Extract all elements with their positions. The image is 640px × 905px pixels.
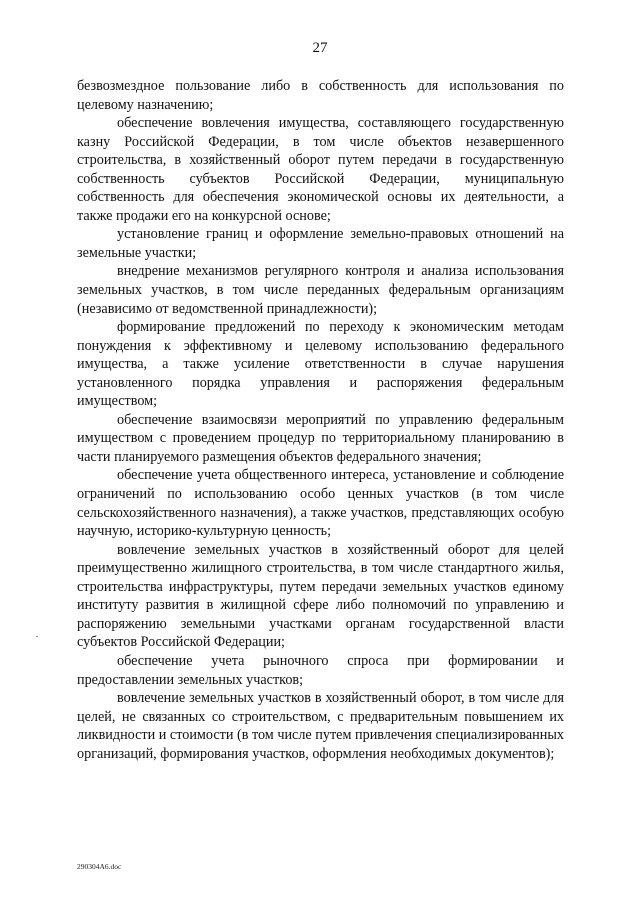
paragraph-housing-construction: вовлечение земельных участков в хозяйственный оборот для целей преимущественно жилищного строительства, в том числе стандартного жилья, строительства инфраструктуры, путем передачи земельных участков единому институту развития в жилищной сфере либо полномочий по управлению и распоряжению земельными участками органам государственной власти субъектов Российской Федерации; <box>77 541 564 651</box>
paragraph-non-construction-use: вовлечение земельных участков в хозяйственный оборот, в том числе для целей, не связанных со строительством, с предварительным повышением их ликвидности и стоимости (в том числе путем привлечения специализированных организаций, формирования участков, оформления необходимых документов); <box>77 690 564 762</box>
margin-mark <box>36 636 38 637</box>
paragraph-market-demand: обеспечение учета рыночного спроса при формировании и предоставлении земельных участков; <box>77 652 564 688</box>
paragraph-land-use-control: внедрение механизмов регулярного контроля и анализа использования земельных участков, в том числе переданных федеральным организациям (независимо от ведомственной принадлежности); <box>77 263 564 317</box>
paragraph-territorial-planning: обеспечение взаимосвязи мероприятий по управлению федеральным имуществом с проведением процедур по территориальному планированию в части планируемого размещения объектов федерального значения; <box>77 411 564 465</box>
paragraph-continuation: безвозмездное пользование либо в собственность для использования по целевому назначению; <box>77 78 564 113</box>
paragraph-economic-methods: формирование предложений по переходу к экономическим методам понуждения к эффективному и целевому использованию федерального имущества, а также усиление ответственности в случае нарушения установленного порядка управления и распоряжения федеральным имуществом; <box>77 319 564 410</box>
paragraph-land-boundaries: установление границ и оформление земельно-правовых отношений на земельные участки; <box>77 226 564 261</box>
document-body <box>77 77 564 763</box>
paragraph-public-interest: обеспечение учета общественного интереса, установление и соблюдение ограничений по использованию особо ценных участков (в том числе сельскохозяйственного назначения), а также участков, представляющих особую научную, историко-культурную ценность; <box>77 467 564 540</box>
paragraph-state-treasury-property: обеспечение вовлечения имущества, составляющего государственную казну Российской Федерации, в том числе объектов незавершенного строительства, в хозяйственный оборот путем передачи в государственную собственность субъектов Российской Федерации, муниципальную собственность для обеспечения экономической основы их деятельности, а также продажи его на конкурсной основе; <box>77 115 564 224</box>
page-number: 27 <box>312 40 328 56</box>
footer-doc-code: 290304А6.doc <box>77 862 122 871</box>
